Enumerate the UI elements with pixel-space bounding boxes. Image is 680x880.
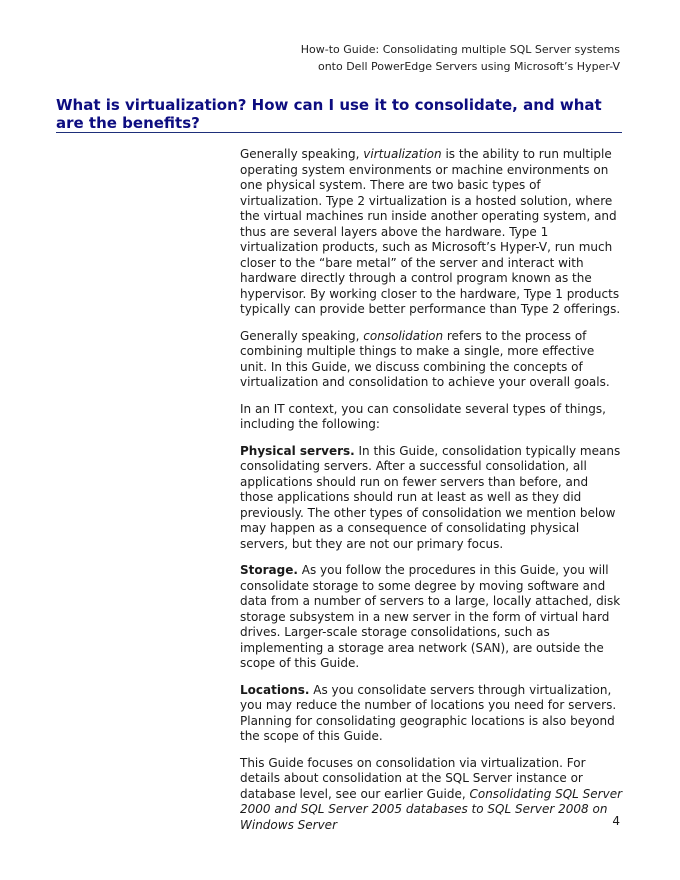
guide-reference: Consolidating SQL Server 2000 and SQL Server 2005 databases to SQL Server 2008 on Windows Server [240, 786, 623, 832]
lead-locations: Locations. [240, 682, 310, 697]
paragraph-it-context: In an IT context, you can consolidate several types of things, including the following: [240, 401, 606, 431]
header-line-1: How-to Guide: Consolidating multiple SQL Server systems [300, 43, 620, 56]
title-divider [56, 132, 622, 133]
body-column [240, 147, 624, 844]
paragraph-guide-focus: This Guide focuses on consolidation via virtualization. For details about consolidation at the SQL Server instance or database level, see our earlier Guide, Consolidating SQL Server 2000 and SQL Server 2005 databases to SQL Server 2008 on Windows Server [240, 755, 623, 832]
lead-physical-servers: Physical servers. [240, 443, 355, 458]
term-virtualization: virtualization [363, 147, 442, 161]
term-consolidation: consolidation [363, 328, 444, 343]
lead-storage: Storage. [240, 563, 298, 577]
running-header [301, 41, 620, 75]
paragraph-storage: Storage. As you follow the procedures in this Guide, you will consolidate storage to some degree by moving software and data from a number of servers to a large, locally attached, disk storage subsystem in a new server in the form of virtual hard drives. Larger-scale storage consolidations, such as implementing a storage area network (SAN), are outside the scope of this Guide. [240, 563, 621, 670]
paragraph-consolidation: Generally speaking, consolidation refers to the process of combining multiple things to make a single, more effective unit. In this Guide, we discuss combining the concepts of virtualization and consolidation to achieve your overall goals. [240, 328, 610, 389]
paragraph-physical-servers: Physical servers. In this Guide, consolidation typically means consolidating servers. After a successful consolidation, all applications should run on fewer servers than before, and those applications should run at least as well as they did previously. The other types of consolidation we mention below may happen as a consequence of consolidating physical servers, but they are not our primary focus. [240, 443, 621, 551]
paragraph-virtualization: Generally speaking, virtualization is the ability to run multiple operating system environments or machine environments on one physical system. There are two basic types of virtualization. Type 2 virtualization is a hosted solution, where the virtual machines run inside another operating system, and thus are several layers above the hardware. Type 1 virtualization products, such as Microsoft’s Hyper-V, run much closer to the “bare metal” of the server and interact with hardware directly through a control program known as the hypervisor. By working closer to the hardware, Type 1 products typically can provide better performance than Type 2 offerings. [240, 147, 621, 316]
paragraph-locations: Locations. As you consolidate servers through virtualization, you may reduce the number of locations you need for servers. Planning for consolidating geographic locations is also beyond the scope of this Guide. [240, 682, 617, 743]
section-title: What is virtualization? How can I use it to consolidate, and what are the benefits? [56, 96, 602, 132]
header-line-2: onto Dell PowerEdge Servers using Microsoft’s Hyper-V [317, 60, 620, 73]
page-number: 4 [612, 814, 620, 828]
